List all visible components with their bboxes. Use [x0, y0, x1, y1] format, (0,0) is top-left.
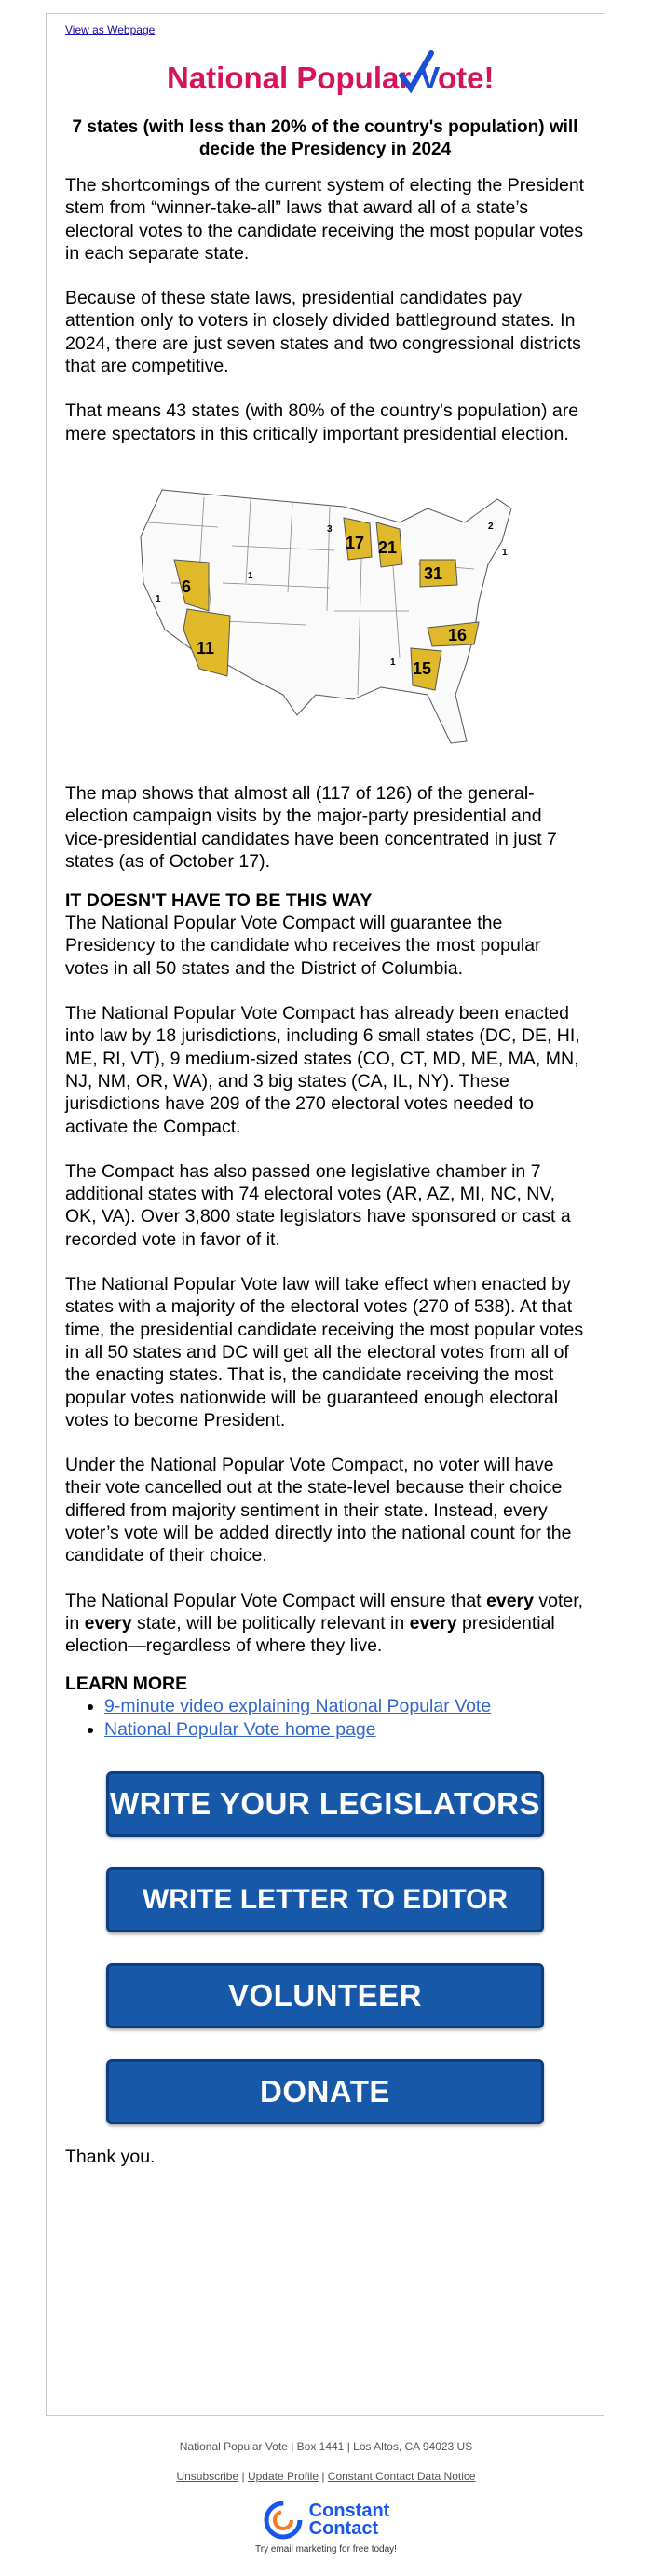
label-maine: 2	[488, 521, 494, 532]
every-text-2: state, will be politically relevant in	[131, 1612, 410, 1634]
closing-text: Thank you.	[65, 2147, 156, 2168]
video-link[interactable]: 9-minute video explaining National Popular Vote	[104, 1696, 492, 1717]
paragraph-winner-take-all: The shortcomings of the current system of electing the President stem from “winner-take-all” laws that award all of a state’s electoral votes to the candidate receiving the most popular votes in each separate state.	[65, 175, 585, 264]
paragraph-one-chamber: The Compact has also passed one legislative chamber in 7 additional states with 74 electoral votes (AR, AZ, MI, NC, NV, OK, VA). Over 3,800 state legislators have sponsored or cast a recorded vote in favor of it.	[65, 1160, 571, 1250]
write-legislators-button[interactable]: WRITE YOUR LEGISLATORS	[106, 1771, 544, 1837]
headline: 7 states (with less than 20% of the country's population) will decide the Presidency in 2024	[72, 117, 578, 159]
write-letter-to-editor-button[interactable]: WRITE LETTER TO EDITOR	[106, 1867, 544, 1932]
constant-contact-logo[interactable]	[0, 2500, 652, 2541]
every-word-2: every	[84, 1612, 132, 1634]
label-nevada: 6	[182, 576, 192, 596]
every-text-3: presidential election—regardless of where they live.	[65, 1612, 555, 1657]
data-notice-link[interactable]: Constant Contact Data Notice	[327, 2470, 476, 2483]
update-profile-link[interactable]: Update Profile	[247, 2470, 319, 2483]
email-card	[46, 13, 604, 2416]
label-arizona: 11	[197, 638, 215, 658]
label-michigan: 21	[378, 537, 398, 557]
label-georgia: 15	[413, 658, 432, 678]
volunteer-button[interactable]: VOLUNTEER	[106, 1963, 544, 2028]
paragraph-take-effect: The National Popular Vote law will take effect when enacted by states with a majority of the electoral votes (270 of 538). At that time, the presidential candidate receiving the most popular votes in all 50 states and DC will get all the electoral votes from all of the enacting states. That is, the candidate receiving the most popular votes nationwide will be guaranteed enough electoral votes to become President.	[65, 1274, 584, 1430]
national-popular-vote-logo	[65, 47, 585, 103]
footer-address: National Popular Vote | Box 1441 | Los Altos, CA 94023 US	[179, 2440, 473, 2453]
learn-more-links	[65, 1695, 585, 1742]
label-north-carolina: 16	[448, 625, 468, 644]
paragraph-campaign-visits: The map shows that almost all (117 of 126) of the general-election campaign visits by the major-party presidential and vice-presidential candidates have been concentrated in just 7 states (as of October 17).	[65, 782, 557, 872]
label-wyoming: 1	[248, 570, 253, 581]
every-text-1: voter, in	[65, 1590, 584, 1634]
list-item	[104, 1695, 585, 1718]
view-as-webpage-link[interactable]: View as Webpage	[65, 23, 156, 36]
battleground-map	[120, 471, 530, 760]
unsubscribe-link[interactable]: Unsubscribe	[176, 2470, 239, 2483]
constant-contact-icon	[263, 2500, 304, 2541]
label-pennsylvania: 31	[424, 563, 443, 583]
paragraph-enacted: The National Popular Vote Compact has already been enacted into law by 18 jurisdictions, including 6 small states (DC, DE, HI, ME, RI, VT), 9 medium-sized states (CO, CT, MD, ME, MA, MN, NJ, NM, OR, WA), and 3 big states (CA, IL, NY). These jurisdictions have 209 of the 270 electoral votes needed to activate the Compact.	[65, 1003, 580, 1137]
separator: |	[238, 2470, 248, 2483]
paragraph-spectators: That means 43 states (with 80% of the country's population) are mere spectators in this critically important presidential election.	[65, 400, 579, 444]
paragraph-battleground: Because of these state laws, presidential candidates pay attention only to voters in closely divided battleground states. In 2024, there are just seven states and two congressional districts that are competitive.	[65, 288, 581, 377]
learn-more-heading: LEARN MORE	[65, 1674, 188, 1695]
every-lead: The National Popular Vote Compact will ensure that	[65, 1590, 486, 1611]
us-map-svg	[120, 471, 530, 760]
footer-links	[0, 2470, 652, 2483]
every-word-1: every	[486, 1590, 534, 1611]
section-heading: IT DOESN'T HAVE TO BE THIS WAY	[65, 890, 373, 912]
separator: |	[319, 2470, 328, 2483]
label-minnesota: 3	[327, 523, 333, 535]
label-idaho: 1	[156, 593, 161, 604]
label-new-hampshire: 1	[502, 547, 508, 558]
label-alabama: 1	[390, 657, 396, 668]
home-page-link[interactable]: National Popular Vote home page	[104, 1719, 376, 1741]
paragraph-compact-guarantee: The National Popular Vote Compact will guarantee the Presidency to the candidate who receives the most popular votes in all 50 states and the District of Columbia.	[65, 913, 541, 979]
label-wisconsin: 17	[346, 533, 365, 552]
logo-text: National Popular Vote!	[167, 61, 495, 95]
brand-line-1: Constant	[308, 2501, 390, 2521]
constant-contact-wordmark	[309, 2502, 390, 2538]
logo-svg	[167, 47, 495, 103]
donate-button[interactable]: DONATE	[106, 2059, 544, 2124]
brand-line-2: Contact	[308, 2518, 379, 2539]
paragraph-every-voter	[65, 1590, 585, 1658]
list-item	[104, 1718, 585, 1742]
footer-tagline: Try email marketing for free today!	[255, 2544, 397, 2555]
paragraph-no-vote-cancelled: Under the National Popular Vote Compact, no voter will have their vote cancelled out at the state-level because their choice differed from majority sentiment in their state. Instead, every voter’s vote will be added directly into the national count for the candidate of their choice.	[65, 1455, 572, 1566]
every-word-3: every	[409, 1612, 457, 1634]
footer	[0, 2431, 652, 2555]
